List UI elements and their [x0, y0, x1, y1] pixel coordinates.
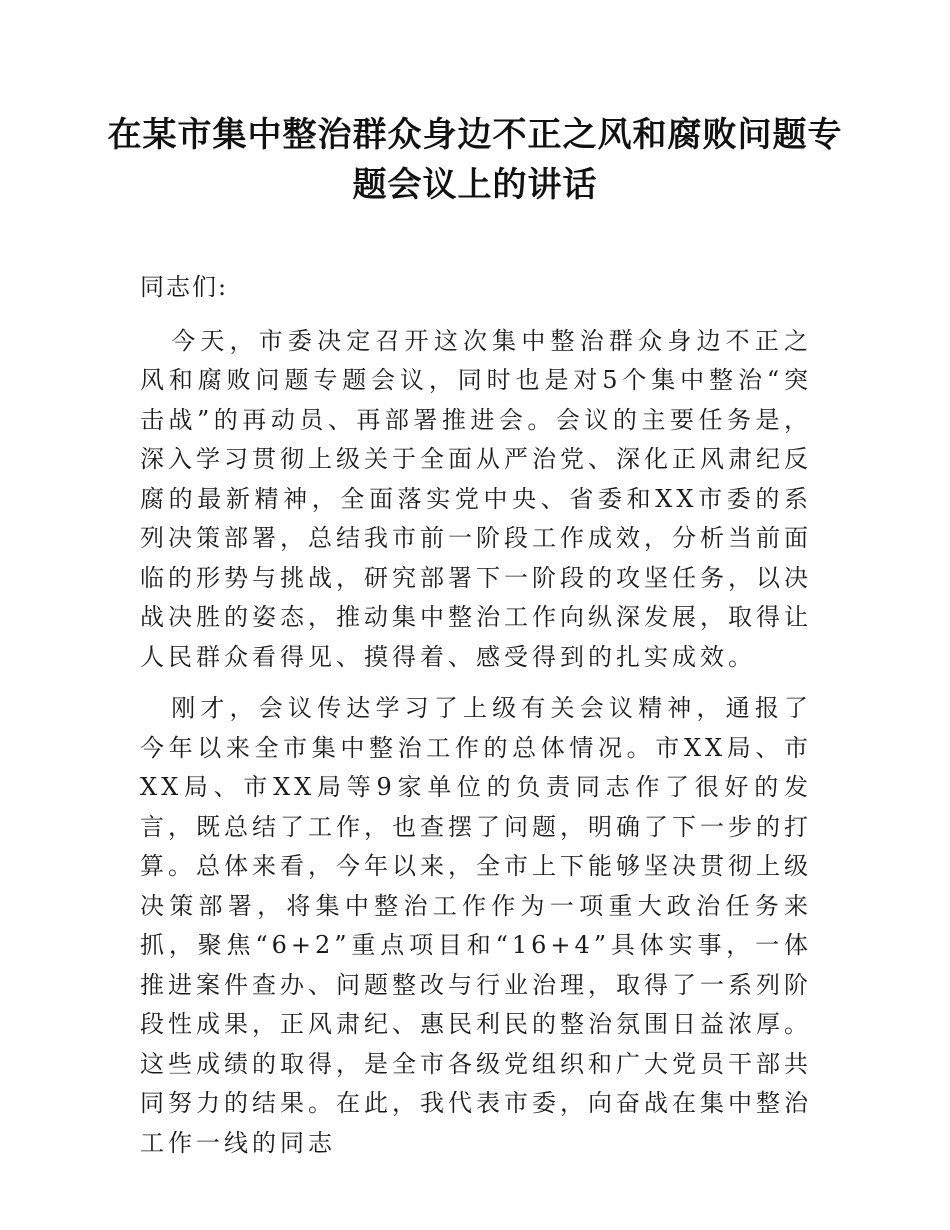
paragraph-2: 刚才，会议传达学习了上级有关会议精神，通报了今年以来全市集中整治工作的总体情况。市XX局、市XX局、市XX局等9家单位的负责同志作了很好的发言，既总结了工作，也查摆了问题，明确了下一步的打算。总体来看，今年以来，全市上下能够坚决贯彻上级决策部署，将集中整治工作作为一项重大政治任务来抓，聚焦“6+2”重点项目和“16+4”具体实事，一体推进案件查办、问题整改与行业治理，取得了一系列阶段性成果，正风肃纪、惠民利民的整治氛围日益浓厚。这些成绩的取得，是全市各级党组织和广大党员干部共同努力的结果。在此，我代表市委，向奋战在集中整治工作一线的同志	[140, 694, 812, 1157]
salutation: 同志们:	[140, 273, 229, 301]
paragraph-1: 今天，市委决定召开这次集中整治群众身边不正之风和腐败问题专题会议，同时也是对5个集中整治“突击战”的再动员、再部署推进会。会议的主要任务是，深入学习贯彻上级关于全面从严治党、深化正风肃纪反腐的最新精神，全面落实党中央、省委和XX市委的系列决策部署，总结我市前一阶段工作成效，分析当前面临的形势与挑战，研究部署下一阶段的攻坚任务，以决战决胜的姿态，推动集中整治工作向纵深发展，取得让人民群众看得见、摸得着、感受得到的扎实成效。	[140, 326, 812, 671]
document-title: 在某市集中整治群众身边不正之风和腐败问题专题会议上的讲话	[107, 115, 843, 205]
document-body	[140, 268, 812, 1175]
